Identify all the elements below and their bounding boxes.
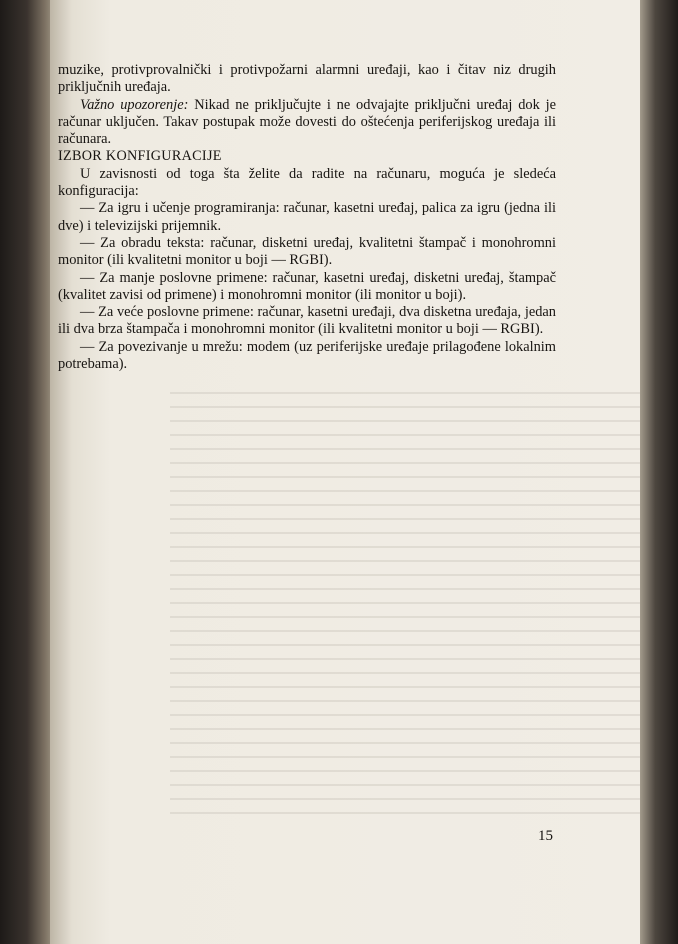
page-edge-shadow xyxy=(640,0,678,944)
section-intro: U zavisnosti od toga šta želite da radite na računaru, moguća je sledeća konfiguracija: xyxy=(58,165,556,200)
warning-label: Važno upozorenje: xyxy=(80,96,189,113)
config-item: — Za obradu teksta: računar, disketni uređaj, kvalitetni štampač i monohromni monitor (ili kvalitetni monitor u boji — RGBI). xyxy=(58,234,556,269)
bleed-through-text xyxy=(170,380,640,820)
warning-paragraph xyxy=(58,97,556,149)
page-content xyxy=(58,62,556,373)
page-number: 15 xyxy=(538,828,553,844)
config-item: — Za manje poslovne primene: računar, kasetni uređaj, disketni uređaj, štampač (kvalitet zavisi od primene) i monohromni monitor (ili monitor u boji). xyxy=(58,269,556,303)
warning-text: Nikad ne priključujte i ne odvajajte priključni uređaj dok je računar uključen. Takav postupak može dovesti do oštećenja periferijskog uređaja ili računara. xyxy=(58,96,556,148)
section-title: IZBOR KONFIGURACIJE xyxy=(58,148,222,165)
config-item: — Za igru i učenje programiranja: računar, kasetni uređaj, palica za igru (jedna ili dve) i televizijski prijemnik. xyxy=(58,200,556,234)
config-item: — Za veće poslovne primene: računar, kasetni uređaji, dva disketna uređaja, jedan ili dva brza štampača i monohromni monitor (ili kvalitetni monitor u boji — RGBI). xyxy=(58,304,556,338)
config-item: — Za povezivanje u mrežu: modem (uz periferijske uređaje prilagođene lokalnim potrebama). xyxy=(58,338,556,373)
intro-paragraph: muzike, protivprovalnički i protivpožarni alarmni uređaji, kao i čitav niz drugih priključnih uređaja. xyxy=(58,62,556,96)
